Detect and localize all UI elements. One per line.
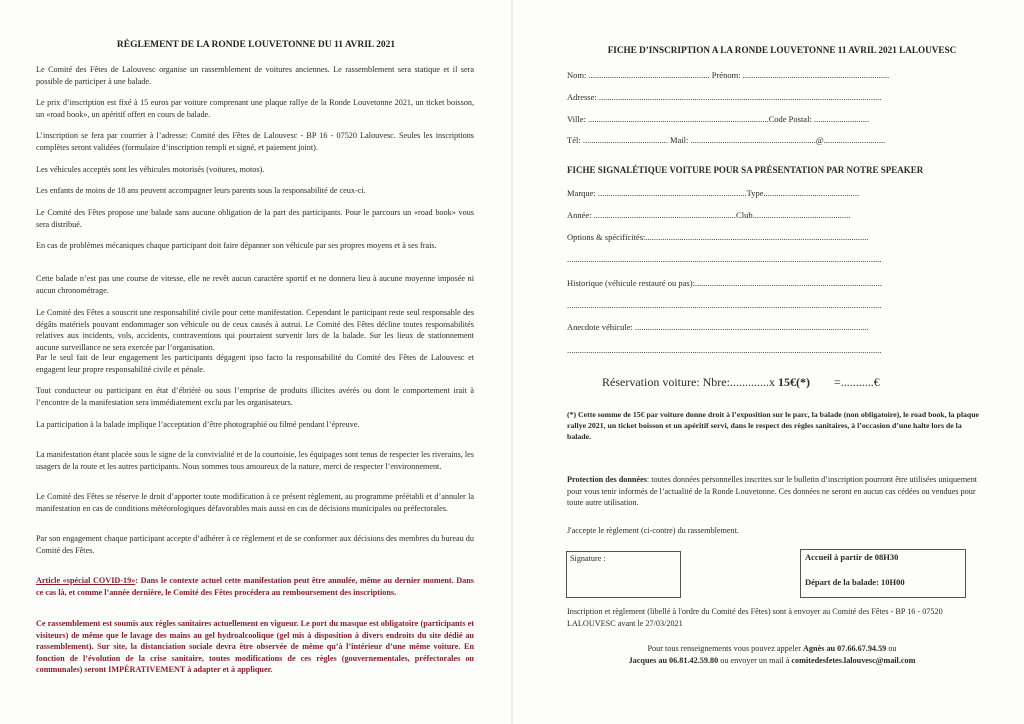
reservation-label: Réservation voiture: Nbre:.............x (602, 375, 778, 389)
sanitary-rules (36, 618, 474, 676)
field-historique[interactable]: Historique (véhicule restauré ou pas):........................................................................................ (567, 278, 882, 288)
sanitary-text-end: à adapter et à appliquer. (185, 665, 273, 675)
sending-instructions: Inscription et règlement (libellé à l'ordre du Comité des Fêtes) sont à envoyer au Comité des Fêtes - BP 16 - 07520 LALOUVESC avant le 27/03/2021 (567, 607, 943, 628)
field-anecdote-line2[interactable]: .................................................................................................................................................... (567, 345, 882, 355)
paragraph: Les véhicules acceptés sont les véhicules motorisés (voitures, motos). (36, 165, 265, 174)
inscription-title: FICHE D’INSCRIPTION A LA RONDE LOUVETONNE 11 AVRIL 2021 LALOUVESC (607, 45, 957, 55)
protection-text: : toutes données personnelles inscrites sur le bulletin d’inscription pourront être utilisées uniquement pour vous tenir informés de l’actualité de la Ronde Louvetonne. Ces données ne seront en aucun cas cédées ou vendues pour toute autre utilisation. (567, 475, 978, 508)
paragraph: Le Comité des Fêtes a souscrit une responsabilité civile pour cette manifestation. Cependant le participant reste seul responsable des dégâts matériels pouvant endommager son véhicule ou de ceux causés à autrui. Le Comité des Fêtes décline toutes responsabilités relatives aux incidents, vols, accidents, contraventions qui pourraient survenir lors de la balade. Sur les lieux de stationnement aucune surveillance ne sera exercée par l’organisation. (36, 308, 474, 352)
welcome-time: Accueil à partir de 08H30 (805, 552, 899, 562)
reglement-title: RÈGLEMENT DE LA RONDE LOUVETONNE DU 11 AVRIL 2021 (116, 40, 396, 50)
signature-label: Signature : (570, 554, 606, 563)
data-protection (567, 474, 987, 509)
accept-statement: J'accepte le règlement (ci-contre) du rassemblement. (567, 526, 739, 535)
reservation-price: 15€(*) (777, 375, 810, 389)
paragraph: Tout conducteur ou participant en état d’ébriété ou sous l’emprise de produits illicites avérés ou dont le comportement irait à l’encontre de la manifestation sera immédiatement exclu par les organisateurs. (36, 386, 474, 407)
paragraph: Le Comité des Fêtes de Lalouvesc organise un rassemblement de voitures anciennes. Le rassemblement sera statique et il sera possible de participer à une balade. (36, 65, 474, 86)
contact-or: ou (886, 644, 897, 653)
paragraph: Le Comité des Fêtes se réserve le droit d’apporter toute modification à ce présent règlement, au programme préétabli et d’annuler la manifestation en cas de conditions météorologiques défavorables mais aussi en cas de décisions municipales ou préfectorales. (36, 492, 474, 513)
field-historique-line2[interactable]: .................................................................................................................................................... (567, 300, 882, 310)
departure-time: Départ de la balade: 10H00 (805, 577, 905, 587)
paragraph: Cette balade n’est pas une course de vitesse, elle ne revêt aucun caractère sportif et ne donnera lieu à aucune moyenne imposée ni aucun chronométrage. (36, 274, 474, 295)
paragraph: Par le seul fait de leur engagement les participants dégagent ipso facto la responsabilité du Comité des Fêtes de Lalouvesc et engagent leur propre responsabilité civile et pénale. (36, 353, 474, 374)
sanitary-text: Ce rassemblement est soumis aux règles sanitaires actuellement en vigueur. Le port du masque est obligatoire (participants et visiteurs) de même que le lavage des mains au gel hydroalcoolique (gel mis à disposition à divers endroits du site dédié au rassemblement). Sur site, la distanciation sociale devra être observée de même qu’à l’intérieur d’une même voiture. En fonction de l’évolution de la crise sanitaire, toutes modifications de ces règles (gouvernementales, préfectorales ou communales) seront (36, 619, 474, 675)
field-anecdote[interactable]: Anecdote véhicule: .............................................................................................................. (567, 322, 869, 332)
field-ville-code-postal[interactable]: Ville: .....................................................................................Code Postal: .......................... (567, 114, 870, 124)
field-tel-mail[interactable]: Tél: ........................................ Mail: ...........................................................@............................. (567, 135, 886, 145)
contact-email[interactable]: comitedesfetes.lalouvesc@mail.com (791, 655, 916, 665)
paragraph: La participation à la balade implique l’acceptation d’être photographié ou filmé pendant l’épreuve. (36, 420, 360, 429)
field-annee-club[interactable]: Année: ...................................................................Club.............................................. (567, 210, 851, 220)
contact-mail-intro: ou envoyer un mail à (718, 655, 792, 665)
field-options-line2[interactable]: .................................................................................................................................................... (567, 254, 882, 264)
field-nom-prenom[interactable]: Nom: ......................................................... Prénom: ..................................................................... (567, 70, 890, 80)
field-options[interactable]: Options & spécificités:......................................................................................................... (567, 232, 869, 242)
reservation-total: =...........€ (809, 375, 880, 389)
covid-label: Article «spécial COVID-19» (36, 576, 136, 585)
field-adresse[interactable]: Adresse: ..................................................................................................................................... (567, 92, 882, 102)
paragraph: La manifestation étant placée sous le signe de la convivialité et de la courtoisie, les équipages sont tenus de respecter les riverains, les usagers de la route et les autres participants. Nous sommes tous amoureux de la nature, merci de respecter l’environnement. (36, 450, 474, 471)
covid-text: : Dans le contexte actuel cette manifestation peut être annulée, même au dernier moment. Dans ce cas là, et comme l’année dernière, le Comité des Fêtes procédera au remboursement des inscriptions. (36, 576, 474, 597)
paragraph: Le Comité des Fêtes propose une balade sans aucune obligation de la part des participants. Pour le parcours un «road book» vous sera distribué. (36, 208, 474, 229)
inscription-page (512, 0, 1024, 724)
covid-article (36, 575, 474, 598)
contact-info (552, 643, 992, 666)
paragraph: Par son engagement chaque participant accepte d’adhérer à ce règlement et de se conformer aux décisions des membres du bureau du Comité des Fêtes. (36, 534, 474, 555)
signature-box[interactable] (566, 551, 681, 598)
schedule-box (800, 549, 966, 598)
car-section-title: FICHE SIGNALÉTIQUE VOITURE POUR SA PRÉSENTATION PAR NOTRE SPEAKER (567, 165, 924, 175)
paragraph: En cas de problèmes mécaniques chaque participant doit faire dépanner son véhicule par ses propres moyens et à ses frais. (36, 241, 437, 250)
protection-label: Protection des données (567, 475, 647, 484)
field-marque-type[interactable]: Marque: ......................................................................Type............................................. (567, 188, 860, 198)
reservation-line[interactable] (602, 375, 880, 390)
contact-agnes: Agnès au 07.66.67.94.59 (803, 644, 887, 653)
paragraph: Le prix d’inscription est fixé à 15 euros par voiture comprenant une plaque rallye de la Ronde Louvetonne 2021, un ticket boisson, un «road book», un apéritif offert en cours de balade. (36, 98, 474, 119)
price-note: (*) Cette somme de 15€ par voiture donne droit à l’exposition sur le parc, la balade (non obligatoire), le road book, la plaque rallye 2021, un ticket boisson et un apéritif servi, dans le respect des règles sanitaires, à l’occasion d’une halte lors de la balade. (567, 410, 980, 441)
contact-intro: Pour tous renseignements vous pouvez appeler (647, 644, 804, 653)
sanitary-emphasis: IMPÉRATIVEMENT (108, 665, 186, 675)
contact-jacques: Jacques au 06.81.42.59.80 (628, 655, 719, 665)
paragraph: Les enfants de moins de 18 ans peuvent accompagner leurs parents sous la responsabilité de ceux-ci. (36, 186, 366, 195)
paragraph: L’inscription se fera par courrier à l’adresse: Comité des Fêtes de Lalouvesc - BP 16 - 07520 Lalouvesc. Seules les inscriptions complètes seront validées (formulaire d’inscription rempli et signé, et paiement joint). (36, 131, 474, 152)
